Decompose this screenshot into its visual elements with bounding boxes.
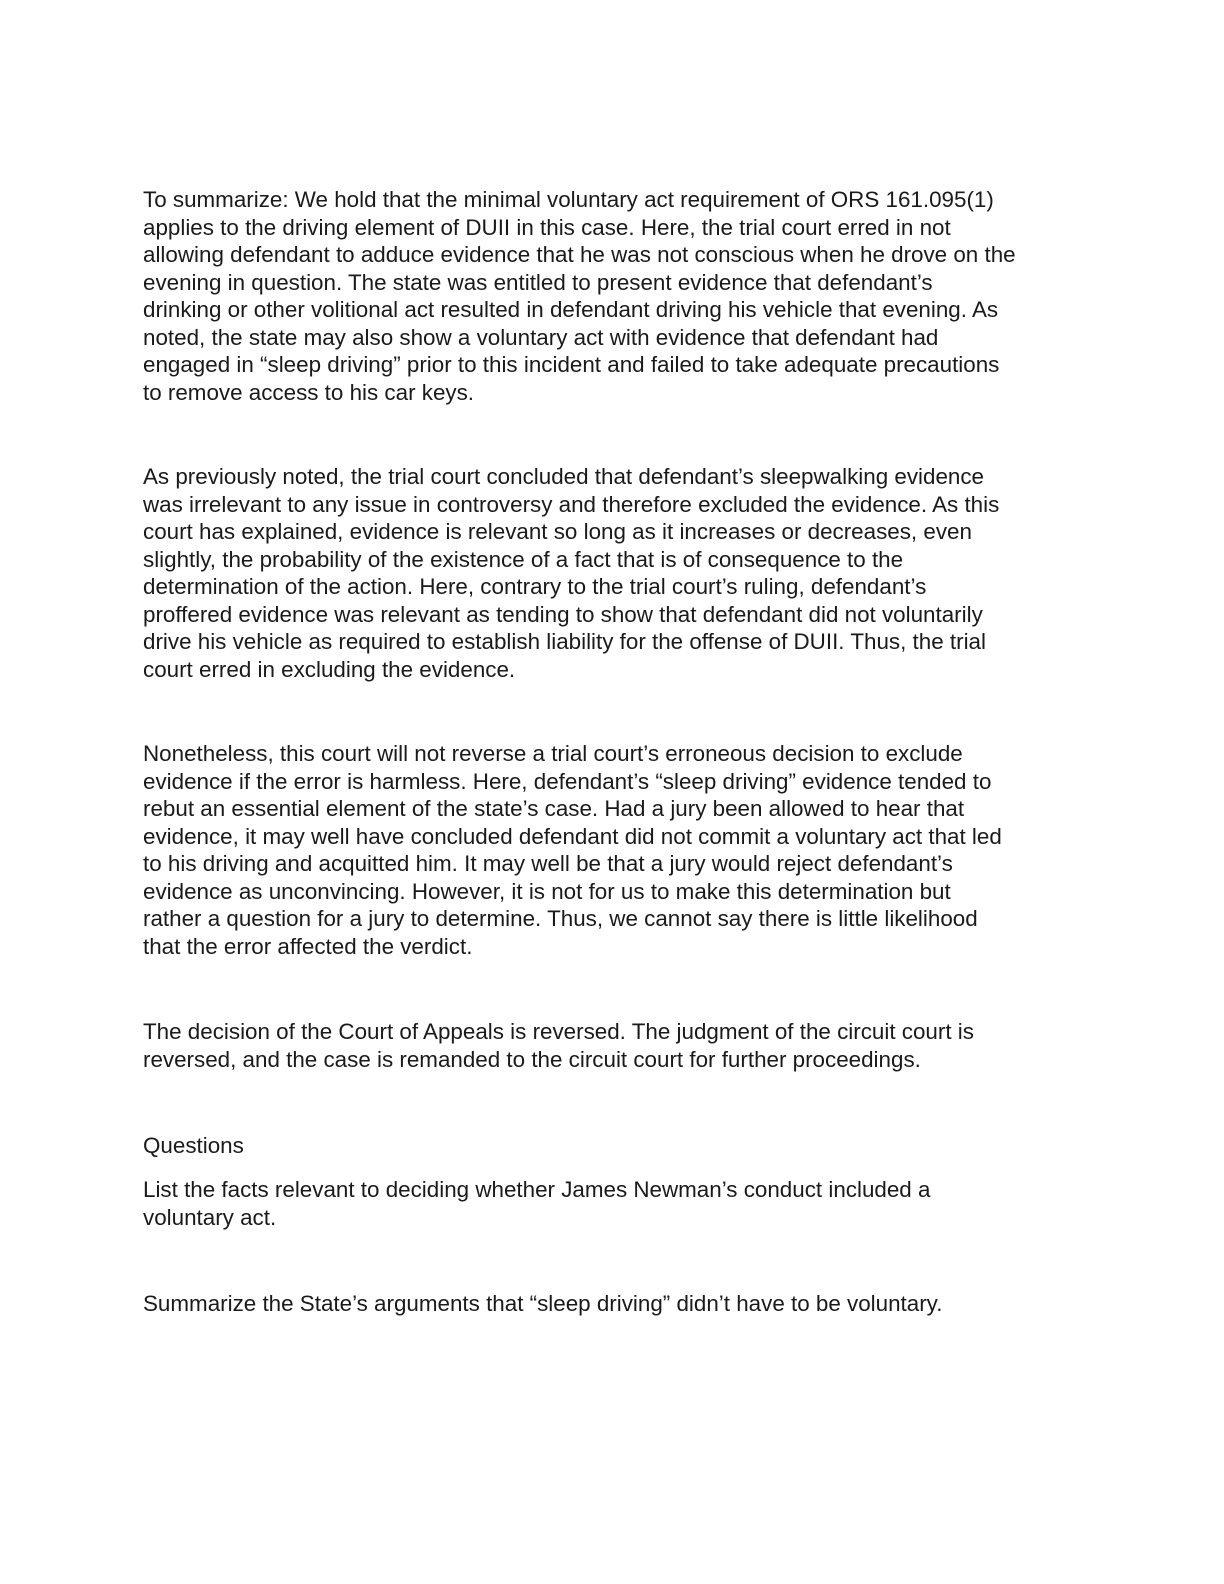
text-line: evidence as unconvincing. However, it is not for us to make this determination but [143, 878, 951, 904]
text-line: engaged in “sleep driving” prior to this incident and failed to take adequate precautions [143, 352, 1000, 377]
text-line: allowing defendant to adduce evidence that he was not conscious when he drove on the [143, 242, 1016, 267]
text-line: As previously noted, the trial court concluded that defendant’s sleepwalking evidence [143, 464, 985, 489]
text-line: applies to the driving element of DUII in this case. Here, the trial court erred in not [143, 214, 951, 240]
questions-heading [143, 1132, 1088, 1160]
text-line: proffered evidence was relevant as tending to show that defendant did not voluntarily [143, 601, 983, 627]
text-line: that the error affected the verdict. [143, 933, 473, 959]
question-1 [143, 1176, 1088, 1231]
text-line: To summarize: We hold that the minimal voluntary act requirement of ORS 161.095(1) [143, 187, 994, 212]
paragraph-summary [143, 186, 1088, 406]
text-line: Summarize the State’s arguments that “sleep driving” didn’t have to be voluntary. [143, 1291, 943, 1316]
text-line: evidence, it may well have concluded defendant did not commit a voluntary act that led [143, 823, 1002, 849]
text-line: Nonetheless, this court will not reverse a trial court’s erroneous decision to exclude [143, 741, 963, 766]
text-line: drinking or other volitional act resulted in defendant driving his vehicle that evening. As [143, 297, 999, 322]
text-line: court has explained, evidence is relevant so long as it increases or decreases, even [143, 519, 972, 544]
text-line: Questions [143, 1133, 244, 1158]
text-line: The decision of the Court of Appeals is reversed. The judgment of the circuit court is [143, 1019, 974, 1044]
text-line: was irrelevant to any issue in controversy and therefore excluded the evidence. As this [143, 491, 1000, 517]
text-line: voluntary act. [143, 1204, 277, 1230]
text-line: noted, the state may also show a voluntary act with evidence that defendant had [143, 324, 939, 350]
text-line: reversed, and the case is remanded to the circuit court for further proceedings. [143, 1046, 921, 1072]
paragraph-disposition [143, 1018, 1088, 1073]
paragraph-harmless-error [143, 740, 1088, 960]
text-line: rebut an essential element of the state’s case. Had a jury been allowed to hear that [143, 796, 965, 821]
paragraph-relevance [143, 463, 1088, 683]
text-line: determination of the action. Here, contrary to the trial court’s ruling, defendant’s [143, 574, 927, 599]
text-line: drive his vehicle as required to establish liability for the offense of DUII. Thus, the trial [143, 629, 986, 654]
text-line: evening in question. The state was entitled to present evidence that defendant’s [143, 269, 933, 295]
text-line: to his driving and acquitted him. It may well be that a jury would reject defendant’s [143, 851, 953, 876]
text-line: List the facts relevant to deciding whether James Newman’s conduct included a [143, 1177, 931, 1202]
text-line: to remove access to his car keys. [143, 379, 475, 405]
text-line: court erred in excluding the evidence. [143, 656, 516, 682]
text-line: evidence if the error is harmless. Here, defendant’s “sleep driving” evidence tended to [143, 768, 992, 794]
question-2 [143, 1290, 1088, 1318]
text-line: slightly, the probability of the existence of a fact that is of consequence to the [143, 546, 904, 572]
text-line: rather a question for a jury to determine. Thus, we cannot say there is little likelihood [143, 906, 978, 931]
